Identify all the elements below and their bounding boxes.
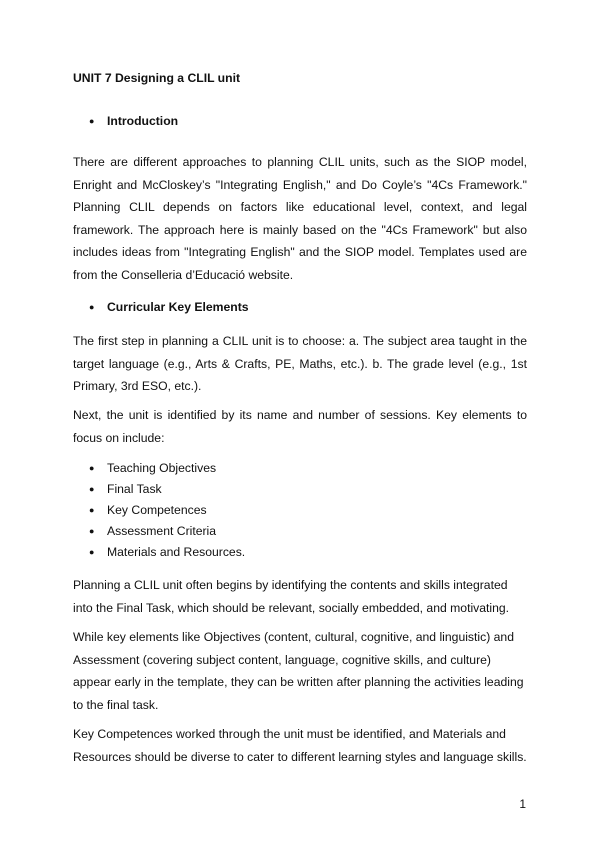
section-heading-curricular: [89, 300, 249, 314]
list-item-label: Materials and Resources.: [107, 545, 246, 559]
list-item: [89, 458, 245, 479]
list-item-label: Assessment Criteria: [107, 524, 217, 538]
bullet-icon: ●: [89, 484, 95, 494]
curricular-paragraph-4: While key elements like Objectives (content, cultural, cognitive, and linguistic) and Assessment (covering subject content, language, cognitive skills, and culture) appear early in the template, they can be written after planning the activities leading to the final task.: [73, 630, 524, 712]
bullet-icon: ●: [89, 115, 95, 126]
page-number: 1: [519, 797, 526, 811]
section-heading-label: Curricular Key Elements: [107, 300, 249, 314]
section-heading-label: Introduction: [107, 114, 179, 128]
introduction-paragraph: There are different approaches to planning CLIL units, such as the SIOP model, Enright and McCloskey’s "Integrating English," and Do Coyle’s "4Cs Framework." Planning CLIL depends on factors like educational level, context, and legal framework. The approach here is mainly based on the "4Cs Framework" but also includes ideas from "Integrating English" and the SIOP model. Templates used are from the Conselleria d’Educació website.: [73, 155, 527, 282]
bullet-icon: ●: [89, 547, 95, 557]
key-elements-list: [89, 458, 245, 563]
section-heading-introduction: [89, 114, 178, 128]
bullet-icon: ●: [89, 505, 95, 515]
list-item: [89, 521, 245, 542]
bullet-icon: ●: [89, 301, 95, 312]
bullet-icon: ●: [89, 526, 95, 536]
list-item-label: Teaching Objectives: [107, 461, 217, 475]
list-item-label: Final Task: [107, 482, 162, 496]
curricular-paragraph-5: Key Competences worked through the unit must be identified, and Materials and Resources should be diverse to cater to different learning styles and language skills.: [73, 727, 527, 764]
curricular-paragraph-1: The first step in planning a CLIL unit is to choose: a. The subject area taught in the target language (e.g., Arts & Crafts, PE, Maths, etc.). b. The grade level (e.g., 1st Primary, 3rd ESO, etc.).: [73, 334, 527, 393]
curricular-paragraph-2: Next, the unit is identified by its name and number of sessions. Key elements to focus on include:: [73, 408, 527, 445]
list-item: [89, 479, 245, 500]
document-title: UNIT 7 Designing a CLIL unit: [73, 71, 241, 85]
list-item: [89, 542, 245, 563]
curricular-paragraph-3: Planning a CLIL unit often begins by identifying the contents and skills integrated into the Final Task, which should be relevant, socially embedded, and motivating.: [73, 578, 510, 615]
list-item-label: Key Competences: [107, 503, 207, 517]
bullet-icon: ●: [89, 463, 95, 473]
list-item: [89, 500, 245, 521]
